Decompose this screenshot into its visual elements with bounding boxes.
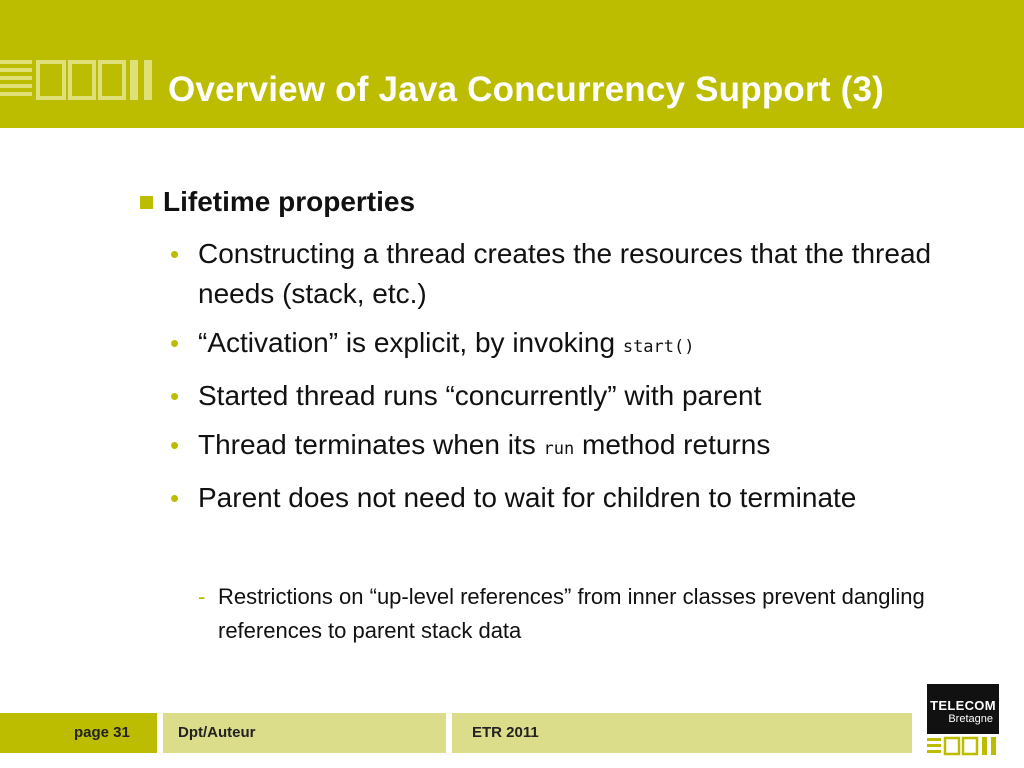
code-run: run xyxy=(543,439,575,459)
list-item xyxy=(168,425,1008,469)
bullet-dot-icon: • xyxy=(170,430,180,460)
bullet-list xyxy=(168,234,1008,527)
page-number: page 31 xyxy=(74,724,130,741)
list-item xyxy=(168,323,1008,367)
bullet-text: Constructing a thread creates the resources that the thread needs (stack, etc.) xyxy=(198,238,932,309)
bullet-dot-icon: • xyxy=(170,239,180,269)
sub-bullet-text: Restrictions on “up-level references” from inner classes prevent dangling references to parent stack data xyxy=(218,584,925,643)
dash-bullet-icon: - xyxy=(198,584,206,609)
telecom-bretagne-logo xyxy=(927,684,999,734)
section-heading-text: Lifetime properties xyxy=(163,186,416,217)
brand-line2: Bretagne xyxy=(948,713,993,725)
bullet-text: Thread terminates when its xyxy=(198,429,544,460)
bullet-text-after: method returns xyxy=(574,429,771,460)
bullet-dot-icon: • xyxy=(170,328,180,358)
list-item xyxy=(168,234,1008,314)
bullet-text: “Activation” is explicit, by invoking xyxy=(198,327,623,358)
bullet-text: Started thread runs “concurrently” with parent xyxy=(198,380,762,411)
header-band xyxy=(0,0,1024,128)
brand-line1: TELECOM xyxy=(930,698,996,713)
bullet-dot-icon: • xyxy=(170,381,180,411)
bullet-dot-icon: • xyxy=(170,483,180,513)
bullet-text: Parent does not need to wait for children to terminate xyxy=(198,482,857,513)
school-logo-icon xyxy=(0,58,160,106)
square-bullet-icon xyxy=(140,196,153,209)
code-start: start() xyxy=(622,337,695,357)
page-title: Overview of Java Concurrency Support (3) xyxy=(168,70,884,109)
footer-author: Dpt/Auteur xyxy=(178,724,256,741)
list-item xyxy=(168,376,1008,416)
list-item xyxy=(168,478,1008,518)
footer-event: ETR 2011 xyxy=(472,724,539,741)
section-heading xyxy=(140,186,415,218)
brand-mark-icon xyxy=(927,736,999,756)
sub-bullet xyxy=(198,580,978,648)
